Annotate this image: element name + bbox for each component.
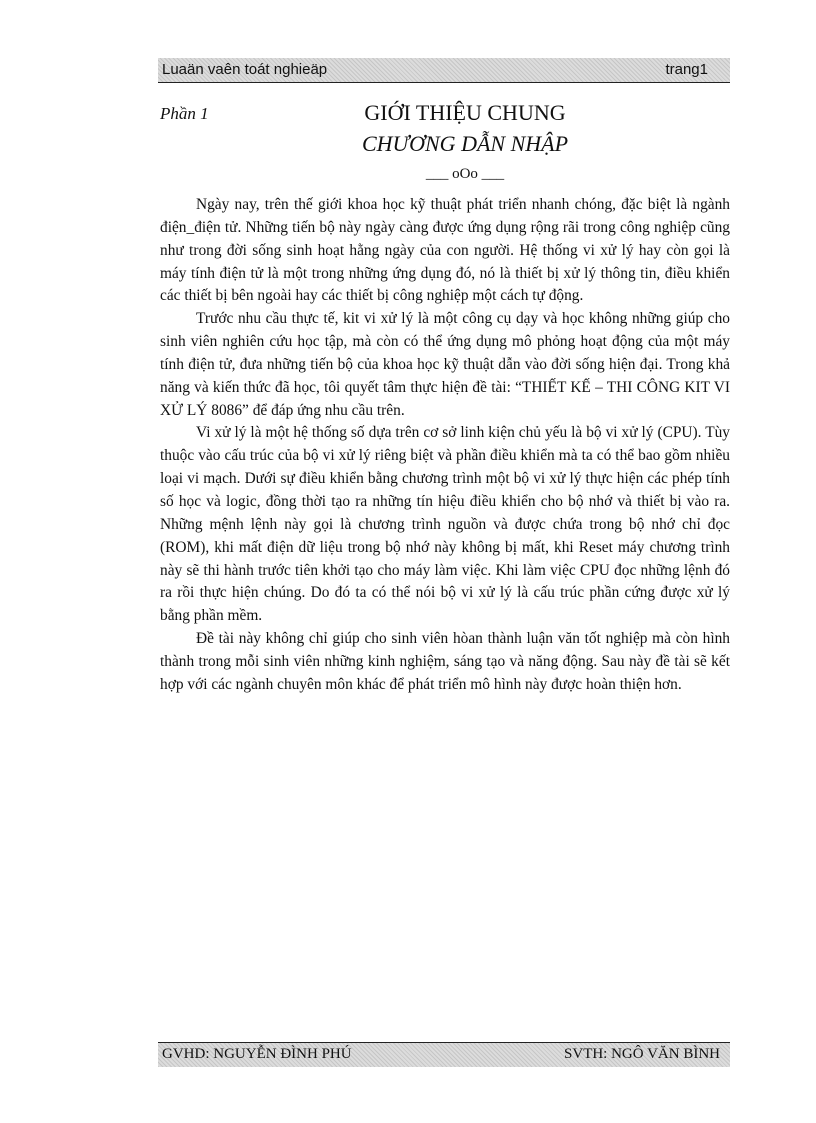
title-ornament: ___ oOo ___ <box>425 166 505 182</box>
student-name: SVTH: NGÔ VĂN BÌNH <box>564 1046 720 1062</box>
paragraph: Vi xử lý là một hệ thống số dựa trên cơ sở linh kiện chủ yếu là bộ vi xử lý (CPU). Tùy thuộc vào cấu trúc của bộ vi xử lý riêng biệt và phần điều khiển mà ta có thể bao gồm nhiều loại vi mạch. Dưới sự điều khiển bằng chương trình một bộ vi xử lý thực hiện các phép tính số học và logic, đồng thời tạo ra những tín hiệu điều khiển cho bộ nhớ và thiết bị vào ra. Những mệnh lệnh này gọi là chương trình nguồn và được chứa trong bộ nhớ chỉ đọc (ROM), khi mất điện dữ liệu trong bộ nhớ này không bị mất, khi Reset máy chương trình này sẽ thi hành trước tiên khởi tạo cho máy làm việc. Khi làm việc CPU đọc những lệnh đó ra rồi thực hiện chúng. Do đó ta có thể nói bộ vi xử lý là cấu trúc phần cứng được xử lý bằng phần mềm. <box>160 424 730 625</box>
part-label: Phần 1 <box>160 104 209 123</box>
paragraph: Ngày nay, trên thế giới khoa học kỹ thuật phát triển nhanh chóng, đặc biệt là ngành điện_điện tử. Những tiến bộ này ngày càng được ứng dụng rộng rãi trong công nghiệp cũng như trong đời sống sinh hoạt hằng ngày của con người. Hệ thống vi xử lý hay còn gọi là máy tính điện tử là một trong những ứng dụng đó, nó là thiết bị xử lý thông tin, điều khiển các thiết bị bên ngoài hay các thiết bị công nghiệp một cách tự động. <box>160 196 730 305</box>
thesis-header-label: Luaän vaên toát nghieäp <box>162 61 328 78</box>
chapter-subtitle: CHƯƠNG DẪN NHẬP <box>361 131 569 156</box>
body-text <box>160 194 730 697</box>
paragraph: Đề tài này không chỉ giúp cho sinh viên hòan thành luận văn tốt nghiệp mà còn hình thành trong mỗi sinh viên những kinh nghiệm, sáng tạo và năng động. Sau này đề tài sẽ kết hợp với các ngành chuyên môn khác để phát triển mô hình này được hoàn thiện hơn. <box>160 630 730 693</box>
page-number: trang1 <box>665 61 708 78</box>
advisor-name: GVHD: NGUYỄN ĐÌNH PHÚ <box>162 1046 352 1062</box>
page-footer <box>158 1042 730 1067</box>
chapter-title: GIỚI THIỆU CHUNG <box>364 100 566 125</box>
page-header <box>158 58 730 83</box>
paragraph: Trước nhu cầu thực tế, kit vi xử lý là một công cụ dạy và học không những giúp cho sinh viên nghiên cứu học tập, mà còn có thể ứng dụng mô phỏng hoạt động của một máy tính điện tử, đưa những tiến bộ của khoa học kỹ thuật dẫn vào đời sống hiện đại. Trong khả năng và kiến thức đã học, tôi quyết tâm thực hiện đề tài: “THIẾT KẾ – THI CÔNG KIT VI XỬ LÝ 8086” để đáp ứng nhu cầu trên. <box>160 310 730 419</box>
